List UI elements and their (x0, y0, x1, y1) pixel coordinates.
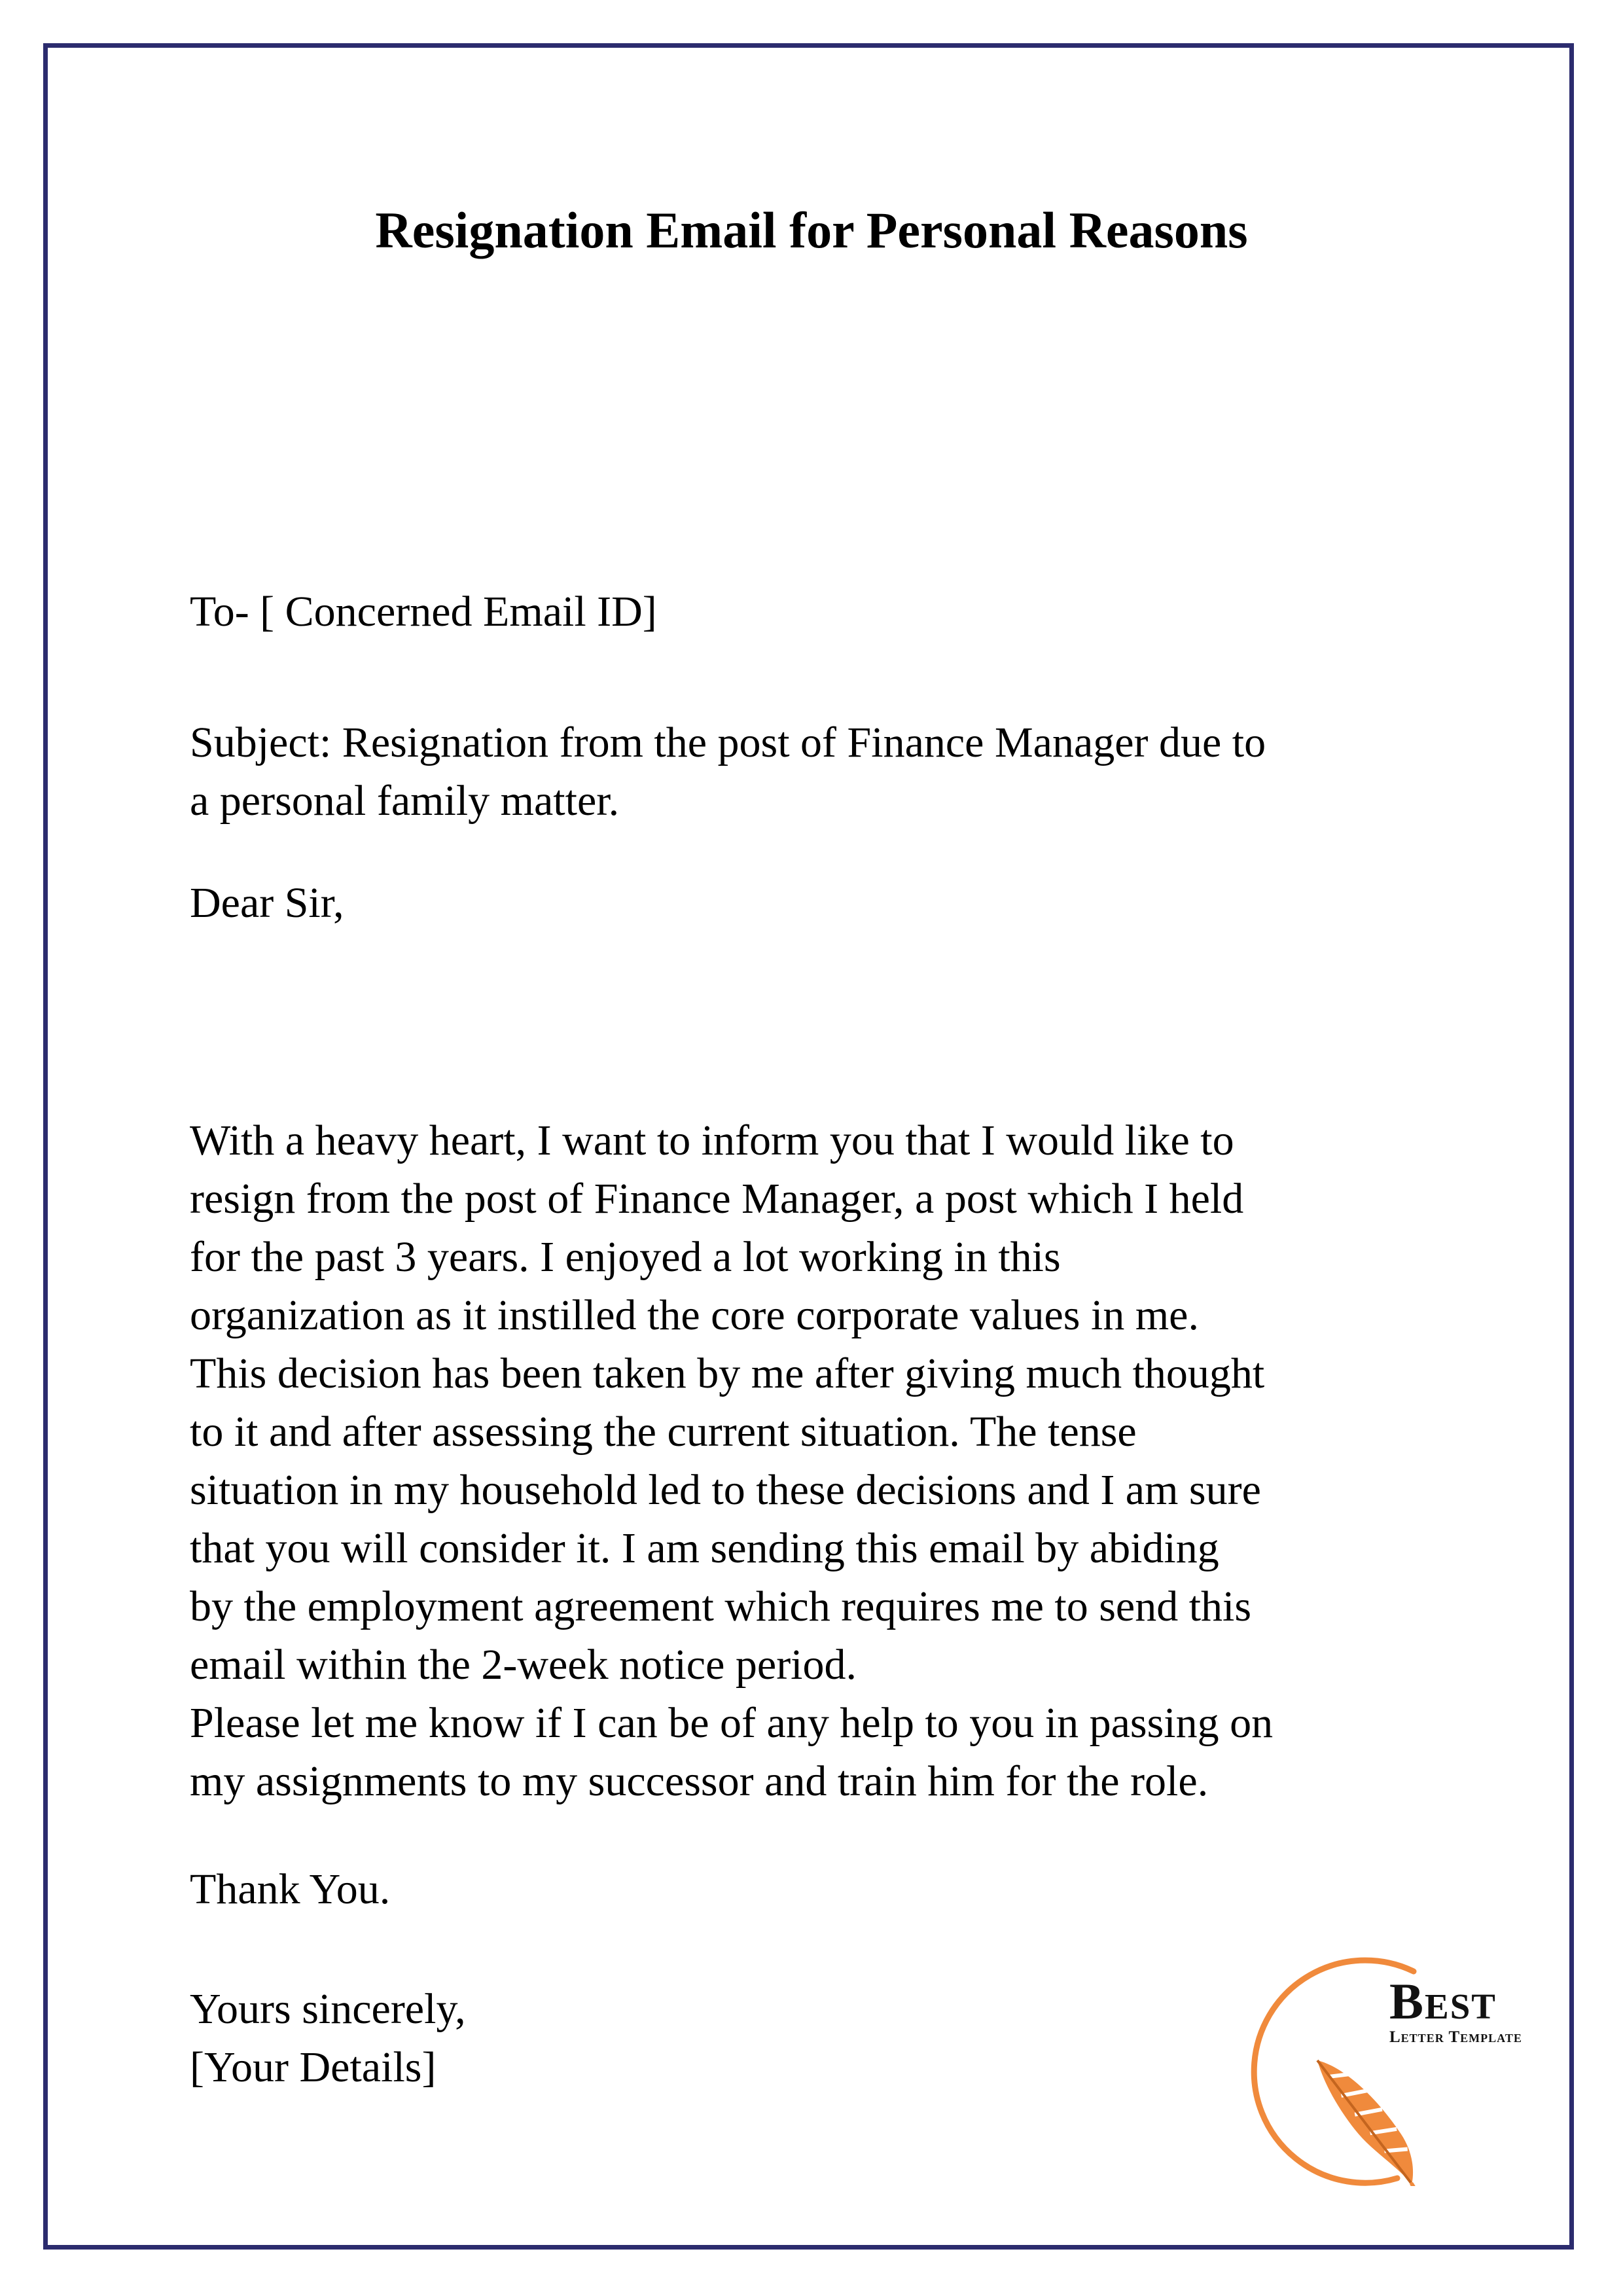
paragraph-line: to it and after assessing the current situation. The tense (190, 1408, 1137, 1456)
paragraph-line: organization as it instilled the core corporate values in me. (190, 1291, 1199, 1339)
paragraph-line: by the employment agreement which requires me to send this (190, 1583, 1252, 1630)
paragraph-line: that you will consider it. I am sending this email by abiding (190, 1524, 1219, 1572)
paragraph-line: my assignments to my successor and train him for the role. (190, 1757, 1209, 1805)
paragraph-line: email within the 2-week notice period. (190, 1641, 857, 1689)
logo-subtitle: Letter Template (1389, 2028, 1522, 2046)
paragraph-line: situation in my household led to these decisions and I am sure (190, 1466, 1261, 1514)
paragraph-line: for the past 3 years. I enjoyed a lot working in this (190, 1233, 1061, 1281)
signature-placeholder: [Your Details] (190, 2043, 437, 2091)
feather-quill-icon (1289, 2053, 1458, 2186)
body-paragraph (190, 1111, 1466, 1810)
subject-line: a personal family matter. (190, 777, 620, 825)
paragraph-line: resign from the post of Finance Manager, a post which I held (190, 1175, 1244, 1223)
brand-logo (1247, 1937, 1574, 2186)
paragraph-line: This decision has been taken by me after giving much thought (190, 1350, 1265, 1397)
logo-brand-word: Best (1389, 1973, 1497, 2030)
to-line: To- [ Concerned Email ID] (190, 588, 657, 636)
thanks-line: Thank You. (190, 1865, 391, 1913)
paragraph-line: Please let me know if I can be of any help to you in passing on (190, 1699, 1274, 1747)
subject-line: Subject: Resignation from the post of Finance Manager due to (190, 719, 1266, 766)
salutation: Dear Sir, (190, 879, 344, 927)
subject-block (190, 713, 1466, 830)
closing-line: Yours sincerely, (190, 1985, 466, 2033)
paragraph-line: With a heavy heart, I want to inform you that I would like to (190, 1117, 1234, 1164)
document-title: Resignation Email for Personal Reasons (375, 202, 1248, 259)
